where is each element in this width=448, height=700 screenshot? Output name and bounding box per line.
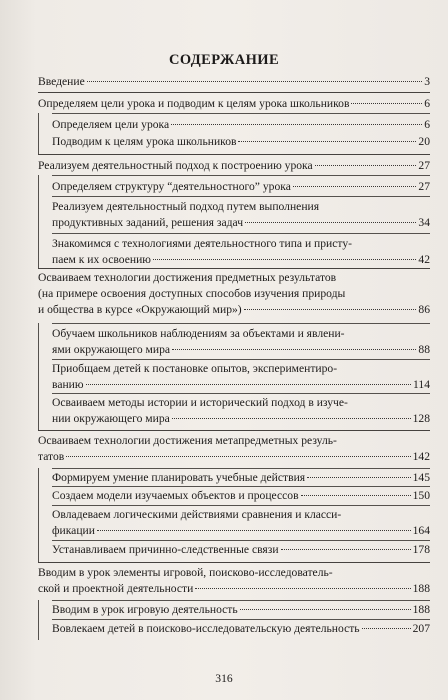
toc-page-number: 6 [424,97,430,110]
toc-entry-text: ванию [52,378,84,391]
toc-subsection [52,179,430,195]
dot-leader [307,477,411,478]
toc-page-number: 27 [418,180,430,193]
toc-subsection [52,326,430,358]
subsection-divider [52,175,430,176]
section-bracket [38,175,39,268]
toc-subsection [52,199,430,231]
toc-entry-text: Реализуем деятельностный подход путем выполнения [52,200,320,213]
subsection-divider [52,600,430,601]
toc-subsection [52,602,430,618]
toc-page-number: 145 [412,471,430,484]
toc-entry-text: Вводим в урок элементы игровой, поисково-исследователь- [38,566,333,579]
toc-entry-text: фикации [52,524,95,537]
section-bracket [38,113,39,154]
dot-leader [244,309,417,310]
toc-section [38,565,430,597]
toc-subsection [52,361,430,393]
dot-leader [172,349,416,350]
section-divider [38,92,430,93]
toc-entry-text: Определяем цели урока и подводим к целям урока школьников [38,97,350,110]
toc-page-number: 86 [418,303,430,316]
toc-page-number: 20 [418,135,430,148]
toc-entry-text: нии окружающего мира [52,412,170,425]
toc-section [38,433,430,465]
subsection-divider [52,505,430,506]
toc-subsection [52,470,430,486]
dot-leader [281,549,411,550]
dot-leader [238,141,416,142]
toc-subsection [52,488,430,504]
toc-entry-text: Реализуем деятельностный подход к построению урока [38,159,313,172]
dot-leader [97,530,411,531]
section-bracket [38,323,39,430]
toc-entry-text: Вводим в урок игровую деятельность [52,603,238,616]
toc-entry-text: Создаем модели изучаемых объектов и процессов [52,489,299,502]
toc-page-number: 128 [412,412,430,425]
toc-entry-text: татов [38,450,65,463]
toc-entry-text: Определяем цели урока [52,118,170,131]
section-divider [38,562,430,563]
toc-entry-text: Обучаем школьников наблюдениям за объектами и явлени- [52,327,345,340]
toc-page-number: 188 [412,603,430,616]
toc-entry-text: паем к их освоению [52,253,151,266]
toc-entry-text: Осваиваем технологии достижения метапредметных резуль- [38,434,337,447]
toc-entry-text: ями окружающего мира [52,343,171,356]
toc-entry-text: Устанавливаем причинно-следственные связи [52,543,279,556]
section-divider [38,268,430,269]
toc-page-number: 188 [412,582,430,595]
toc-page-number: 6 [424,118,430,131]
dot-leader [245,222,416,223]
toc-entry-text: Знакомимся с технологиями деятельностного типа и присту- [52,237,352,250]
dot-leader [66,456,410,457]
dot-leader [171,124,422,125]
subsection-divider [52,393,430,394]
toc-page-number: 164 [412,524,430,537]
toc-entry-text: Приобщаем детей к постановке опытов, экспериментиро- [52,362,338,375]
dot-leader [293,186,417,187]
toc-subsection [52,621,430,637]
subsection-divider [52,196,430,197]
toc-page-number: 88 [418,343,430,356]
toc-entry-text: Подводим к целям урока школьников [52,135,237,148]
page-title: СОДЕРЖАНИЕ [168,52,280,68]
subsection-divider [52,359,430,360]
dot-leader [240,609,411,610]
dot-leader [351,103,422,104]
toc-subsection [52,542,430,558]
toc-entry-text: Формируем умение планировать учебные действия [52,471,306,484]
toc-entry-introduction [38,74,430,90]
toc-entry-text: Вовлекаем детей в поисково-исследовательскую деятельность [52,622,360,635]
toc-page-number: 207 [412,622,430,635]
dot-leader [315,165,417,166]
toc-subsection [52,236,430,268]
toc-entry-text: (на примере освоения доступных способов изучения природы [38,287,346,300]
dot-leader [86,384,411,385]
section-divider [38,430,430,431]
toc-page-number: 3 [424,75,430,88]
toc-page-number: 178 [412,543,430,556]
toc-page-number: 150 [412,489,430,502]
toc-section [38,96,430,112]
toc-entry-text: и общества в курсе «Окружающий мир») [38,303,242,316]
toc-page-number: 142 [412,450,430,463]
subsection-divider [52,233,430,234]
toc-subsection [52,117,430,133]
toc-entry-text: Овладеваем логическими действиями сравнения и класси- [52,508,342,521]
dot-leader [195,588,410,589]
toc-page-number: 34 [418,216,430,229]
dot-leader [153,259,416,260]
subsection-divider [52,323,430,324]
toc-page-number: 42 [418,253,430,266]
toc-entry-text: ской и проектной деятельности [38,582,194,595]
toc-entry-text: Введение [38,75,85,88]
subsection-divider [52,468,430,469]
toc-entry-text: продуктивных заданий, решения задач [52,216,244,229]
page-number: 316 [215,672,233,685]
toc-entry-text: Осваиваем технологии достижения предметных результатов [38,271,337,284]
dot-leader [172,418,411,419]
dot-leader [362,628,411,629]
subsection-divider [52,540,430,541]
toc-entry-text: Осваиваем методы истории и исторический подход в изуче- [52,396,348,409]
subsection-divider [52,113,430,114]
toc-subsection [52,395,430,427]
toc-subsection [52,507,430,539]
toc-page-number: 27 [418,159,430,172]
dot-leader [87,81,422,82]
dot-leader [301,495,411,496]
toc-page-number: 114 [413,378,430,391]
section-bracket [38,468,39,562]
toc-section [38,158,430,174]
subsection-divider [52,619,430,620]
section-bracket [38,600,39,640]
subsection-divider [52,486,430,487]
toc-entry-text: Определяем структуру “деятельностного” урока [52,180,291,193]
toc-subsection [52,134,430,150]
section-divider [38,154,430,155]
toc-section [38,270,430,318]
